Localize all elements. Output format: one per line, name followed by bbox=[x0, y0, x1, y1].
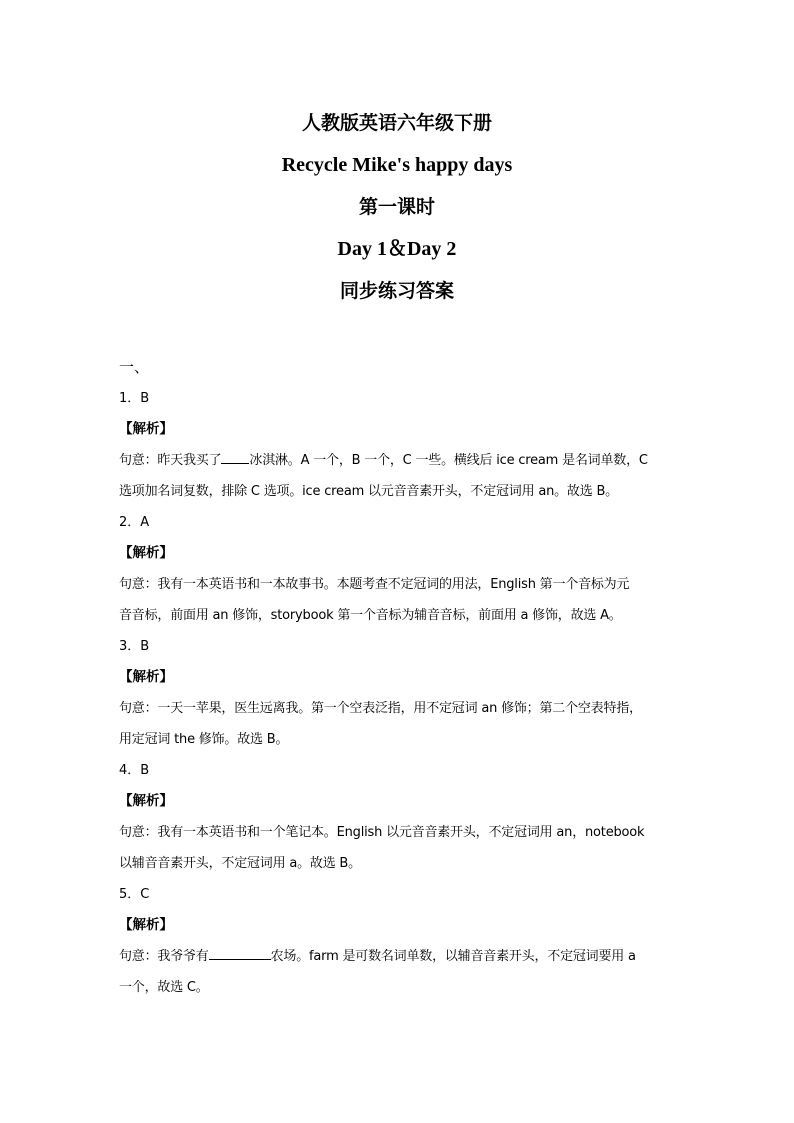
answer-item-5 bbox=[119, 879, 679, 1003]
analysis-line: 句意：我有一本英语书和一个笔记本。English 以元音音素开头，不定冠词用 an，notebook bbox=[119, 825, 645, 840]
analysis-line: 以辅音音素开头，不定冠词用 a。故选 B。 bbox=[119, 856, 361, 871]
answer-item-3 bbox=[119, 631, 679, 755]
question-number: 1．B bbox=[119, 391, 150, 406]
analysis-text: 冰淇淋。A 一个，B 一个，C 一些。横线后 ice cream 是名词单数，C bbox=[249, 453, 648, 468]
question-number: 2．A bbox=[119, 515, 150, 530]
analysis-line bbox=[119, 941, 679, 972]
analysis-label: 【解析】 bbox=[119, 793, 173, 809]
analysis-label: 【解析】 bbox=[119, 421, 173, 437]
fill-blank bbox=[209, 945, 271, 960]
analysis-line: 用定冠词 the 修饰。故选 B。 bbox=[119, 732, 289, 747]
analysis-line: 音音标，前面用 an 修饰，storybook 第一个音标为辅音音标，前面用 a 修饰，故选 A。 bbox=[119, 608, 622, 623]
analysis-label: 【解析】 bbox=[119, 669, 173, 685]
analysis-label: 【解析】 bbox=[119, 917, 173, 933]
document-title: 人教版英语六年级下册 bbox=[301, 112, 492, 134]
fill-blank bbox=[221, 449, 249, 464]
answer-item-4 bbox=[119, 755, 679, 879]
answer-item-2 bbox=[119, 507, 679, 631]
analysis-text: 农场。farm 是可数名词单数，以辅音音素开头，不定冠词要用 a bbox=[270, 949, 636, 964]
answer-title: 同步练习答案 bbox=[339, 280, 454, 302]
answer-content bbox=[119, 352, 679, 1003]
analysis-line: 句意：一天一苹果，医生远离我。第一个空表泛指，用不定冠词 an 修饰；第二个空表特指， bbox=[119, 701, 642, 716]
lesson-title: 第一课时 bbox=[358, 196, 435, 218]
analysis-line: 句意：我有一本英语书和一本故事书。本题考查不定冠词的用法，English 第一个音标为元 bbox=[119, 577, 630, 592]
title-block bbox=[0, 102, 794, 312]
question-number: 3．B bbox=[119, 639, 150, 654]
unit-title: Recycle Mike's happy days bbox=[281, 154, 513, 176]
analysis-text: 句意：昨天我买了 bbox=[119, 453, 222, 468]
analysis-line: 一个，故选 C。 bbox=[119, 980, 209, 995]
analysis-text: 句意：我爷爷有 bbox=[119, 949, 209, 964]
question-number: 5．C bbox=[119, 887, 150, 902]
answer-item-1 bbox=[119, 383, 679, 507]
analysis-line: 选项加名词复数，排除 C 选项。ice cream 以元音音素开头，不定冠词用 an。故选 B。 bbox=[119, 484, 618, 499]
question-number: 4．B bbox=[119, 763, 150, 778]
analysis-line bbox=[119, 445, 679, 476]
analysis-label: 【解析】 bbox=[119, 545, 173, 561]
day-title: Day 1＆Day 2 bbox=[337, 238, 457, 260]
section-heading: 一、 bbox=[119, 358, 150, 376]
